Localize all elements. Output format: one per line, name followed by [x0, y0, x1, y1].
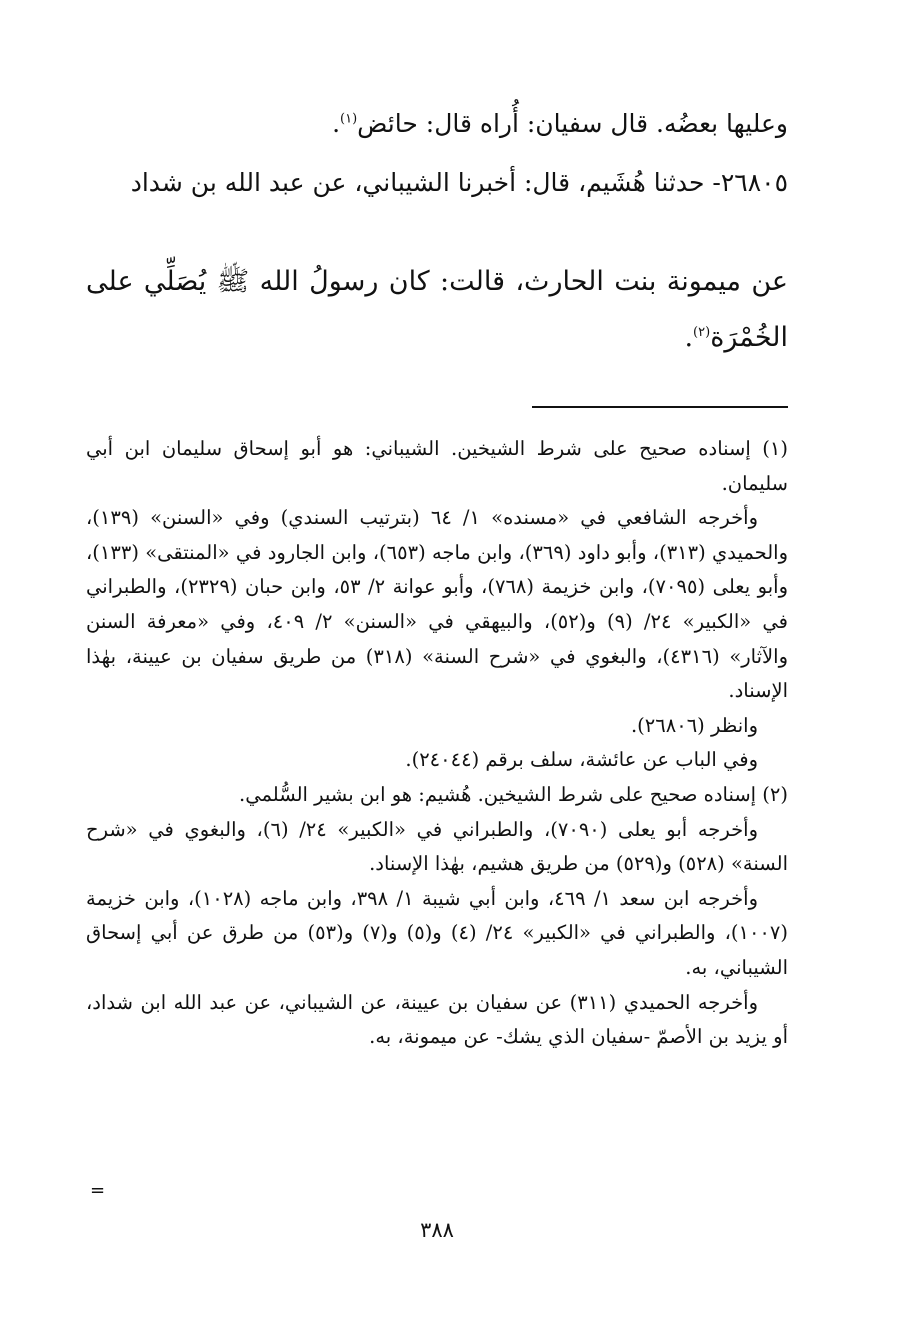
line-end-period: .: [332, 109, 341, 138]
main-text-content: عن ميمونة بنت الحارث، قالت: كان رسولُ الله ﷺ يُصَلِّي على الخُمْرَة: [86, 266, 788, 353]
footnote-paragraph: وفي الباب عن عائشة، سلف برقم (٢٤٠٤٤).: [405, 748, 758, 772]
continuation-mark: =: [90, 1180, 106, 1201]
footnote-paragraph: (٢) إسناده صحيح على شرط الشيخين. هُشيم: هو ابن بشير السُّلمي.: [239, 782, 788, 806]
line-end-period: .: [684, 322, 694, 353]
footnote-paragraph: (١) إسناده صحيح على شرط الشيخين. الشيباني: هو أبو إسحاق سليمان ابن أبي سليمان.: [86, 437, 788, 495]
footnote-ref-2[interactable]: (٢): [693, 325, 711, 340]
footnote-separator: [532, 406, 788, 408]
footnote-paragraph: وأخرجه الحميدي (٣١١) عن سفيان بن عيينة، عن الشيباني، عن عبد الله ابن شداد، أو يزيد بن الأصمّ -سفيان الذي يشك- عن ميمونة، به.: [86, 990, 788, 1049]
page-number: ٣٨٨: [420, 1218, 454, 1242]
main-text-content: وعليها بعضُه. قال سفيان: أُراه قال: حائض: [357, 109, 788, 138]
hadith-content: ٢٦٨٠٥- حدثنا هُشَيم، قال: أخبرنا الشيباني، عن عبد الله بن شداد: [130, 168, 788, 197]
main-text-line: [86, 254, 788, 366]
footnote-paragraph: وأخرجه ابن سعد ١/ ٤٦٩، وابن أبي شيبة ١/ ٣٩٨، وابن ماجه (١٠٢٨)، وابن خزيمة (١٠٠٧)، والطبراني في «الكبير» ٢٤/ (٤) و(٥) و(٧) و(٥٣) من طرق عن أبي إسحاق الشيباني، به.: [86, 886, 788, 979]
main-text-line: [86, 98, 788, 150]
footnotes: [86, 432, 788, 1055]
footnote-paragraph: وانظر (٢٦٨٠٦).: [630, 713, 758, 737]
hadith-line: [86, 162, 788, 204]
footnote-ref-1[interactable]: (١): [340, 111, 358, 127]
footnote-paragraph: وأخرجه الشافعي في «مسنده» ١/ ٦٤ (بترتيب السندي) وفي «السنن» (١٣٩)، والحميدي (٣١٣)، وأبو داود (٣٦٩)، وابن ماجه (٦٥٣)، وابن الجارود في «المنتقى» (١٣٣)، وأبو يعلى (٧٠٩٥)، وابن خزيمة (٧٦٨)، وأبو عوانة ٢/ ٥٣، وابن حبان (٢٣٢٩)، والطبراني في «الكبير» ٢٤/ (٩) و(٥٢)، والبيهقي في «السنن» ٢/ ٤٠٩، وفي «معرفة السنن والآثار» (٤٣١٦)، والبغوي في «شرح السنة» (٣١٨) من طريق سفيان بن عيينة، بهٰذا الإسناد.: [86, 506, 789, 703]
footnote-paragraph: وأخرجه أبو يعلى (٧٠٩٠)، والطبراني في «الكبير» ٢٤/ (٦)، والبغوي في «شرح السنة» (٥٢٨) و(٥٢٩) من طريق هشيم، بهٰذا الإسناد.: [86, 817, 788, 876]
